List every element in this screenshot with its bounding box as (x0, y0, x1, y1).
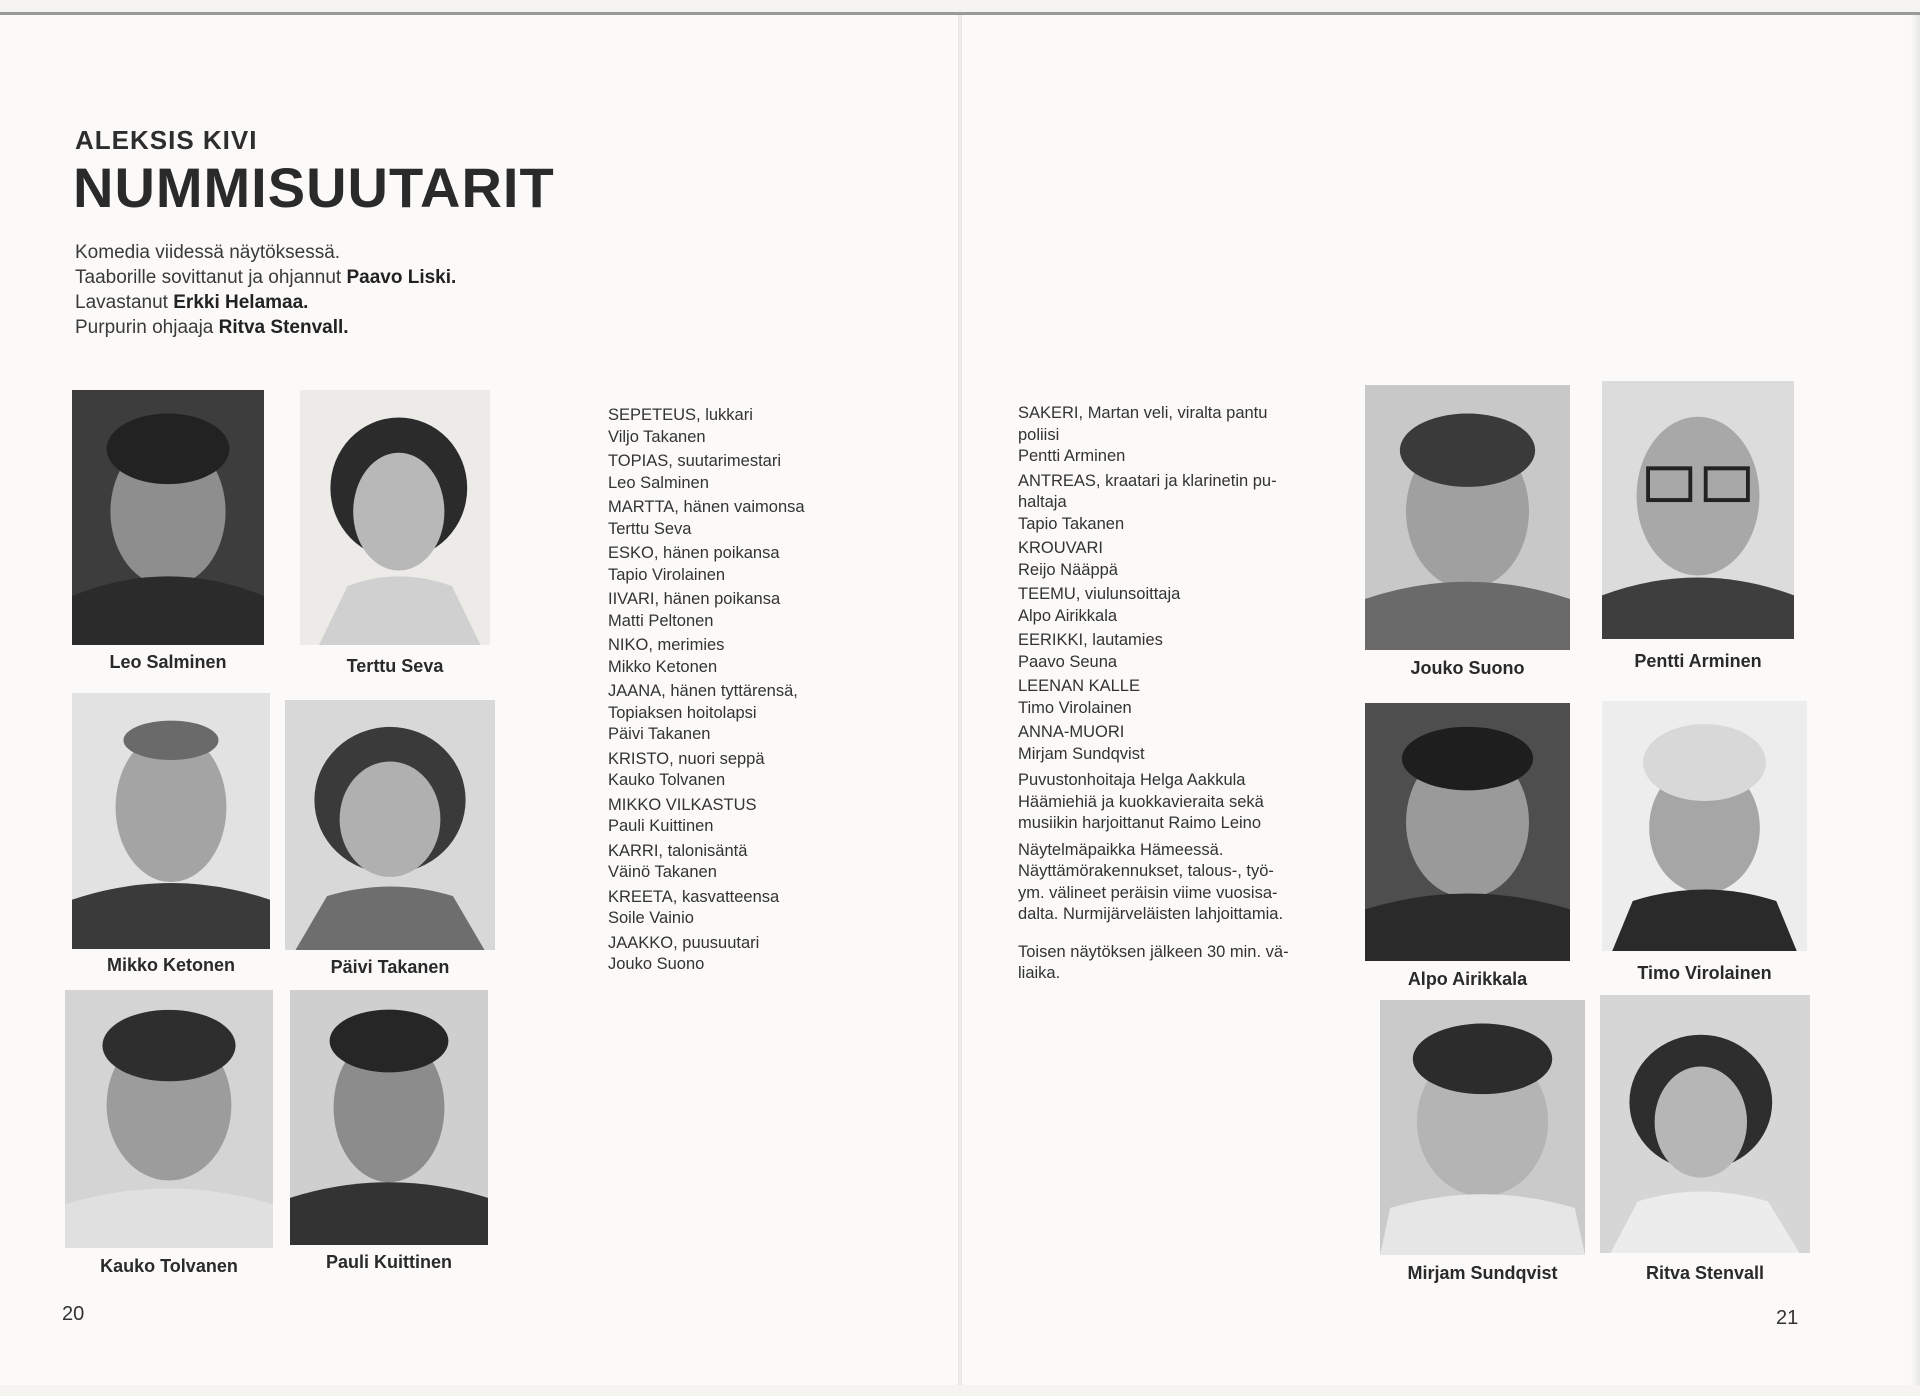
cast-entry: ESKO, hänen poikansa Tapio Virolainen (608, 544, 780, 584)
photo-caption: Mirjam Sundqvist (1407, 1263, 1558, 1283)
photo-caption: Pauli Kuittinen (326, 1252, 452, 1272)
cast-entry: KREETA, kasvatteensa Soile Vainio (608, 887, 780, 927)
page-edge-shadow (1910, 15, 1920, 1385)
cast-entry: ANNA-MUORI Mirjam Sundqvist (1018, 723, 1145, 763)
play-title: NUMMISUUTARIT (73, 156, 555, 219)
intro-line: Komedia viidessä näytöksessä. (75, 242, 341, 263)
page-fold (958, 15, 962, 1385)
photo-caption: Terttu Seva (346, 656, 444, 676)
photo-caption: Jouko Suono (1410, 658, 1525, 678)
booklet-spread (0, 12, 1920, 1385)
portrait-photo (1380, 1000, 1585, 1255)
intro-credits (75, 240, 635, 340)
cast-entry: KROUVARI Reijo Nääppä (1018, 539, 1118, 579)
photo-caption: Leo Salminen (109, 652, 227, 672)
cast-entry: TEEMU, viulunsoittaja Alpo Airikkala (1018, 585, 1181, 625)
photo-caption: Ritva Stenvall (1645, 1263, 1765, 1283)
production-note: Puvustonhoitaja Helga Aakkula Häämiehiä ja kuokkavieraita sekä musiikin harjoittanut Raimo Leino (1018, 771, 1264, 832)
cast-entry: JAANA, hänen tyttärensä, Topiaksen hoitolapsi Päivi Takanen (608, 682, 798, 743)
portrait-photo (285, 700, 495, 950)
cast-entry: KRISTO, nuori seppä Kauko Tolvanen (608, 749, 765, 789)
cast-entry: MIKKO VILKASTUS Pauli Kuittinen (608, 795, 757, 835)
page-number: 21 (1776, 1307, 1799, 1329)
photo-caption: Päivi Takanen (330, 957, 450, 977)
photo-caption: Mikko Ketonen (106, 955, 235, 975)
portrait-photo (1602, 701, 1807, 951)
page-number: 20 (62, 1303, 85, 1325)
photo-caption: Kauko Tolvanen (100, 1256, 238, 1276)
intermission-note: Toisen näytöksen jälkeen 30 min. vä- liaika. (1018, 942, 1289, 982)
cast-entry: ANTREAS, kraatari ja klarinetin pu- haltaja Tapio Takanen (1018, 471, 1277, 533)
photo-caption: Timo Virolainen (1637, 963, 1772, 983)
cast-entry: SEPETEUS, lukkari Viljo Takanen (608, 406, 753, 446)
portrait-photo (72, 390, 264, 645)
cast-entry: NIKO, merimies Mikko Ketonen (608, 636, 725, 676)
portrait-photo (1600, 995, 1810, 1253)
author-name: ALEKSIS KIVI (75, 125, 258, 155)
production-note: Näytelmäpaikka Hämeessä. Näyttämörakennukset, talous-, työ- ym. välineet peräisin viime vuosisa- dalta. Nurmijärveläisten lahjoittamia. (1018, 840, 1284, 923)
portrait-photo (72, 693, 270, 949)
cast-entry: JAAKKO, puusuutari Jouko Suono (608, 933, 760, 973)
portrait-photo (1602, 381, 1794, 639)
portrait-photo (300, 390, 490, 645)
cast-entry: EERIKKI, lautamies Paavo Seuna (1018, 631, 1163, 671)
cast-entry: MARTTA, hänen vaimonsa Terttu Seva (608, 498, 805, 538)
cast-entry: SAKERI, Martan veli, viralta pantu poliisi Pentti Arminen (1018, 404, 1268, 465)
portrait-photo (1365, 703, 1570, 961)
photo-caption: Pentti Arminen (1634, 651, 1762, 671)
cast-entry: KARRI, talonisäntä Väinö Takanen (608, 841, 748, 881)
portrait-photo (290, 990, 488, 1245)
cast-list-right (1018, 403, 1318, 985)
portrait-photo (1365, 385, 1570, 650)
intro-line: Purpurin ohjaaja Ritva Stenvall. (75, 317, 349, 338)
cast-list-left (608, 405, 848, 976)
photo-caption: Alpo Airikkala (1407, 969, 1528, 989)
cast-entry: IIVARI, hänen poikansa Matti Peltonen (608, 590, 781, 630)
cast-entry: LEENAN KALLE Timo Virolainen (1018, 677, 1140, 717)
cast-entry: TOPIAS, suutarimestari Leo Salminen (608, 452, 782, 492)
intro-line: Lavastanut Erkki Helamaa. (75, 292, 309, 313)
intro-line: Taaborille sovittanut ja ohjannut Paavo Liski. (75, 267, 457, 288)
portrait-photo (65, 990, 273, 1248)
